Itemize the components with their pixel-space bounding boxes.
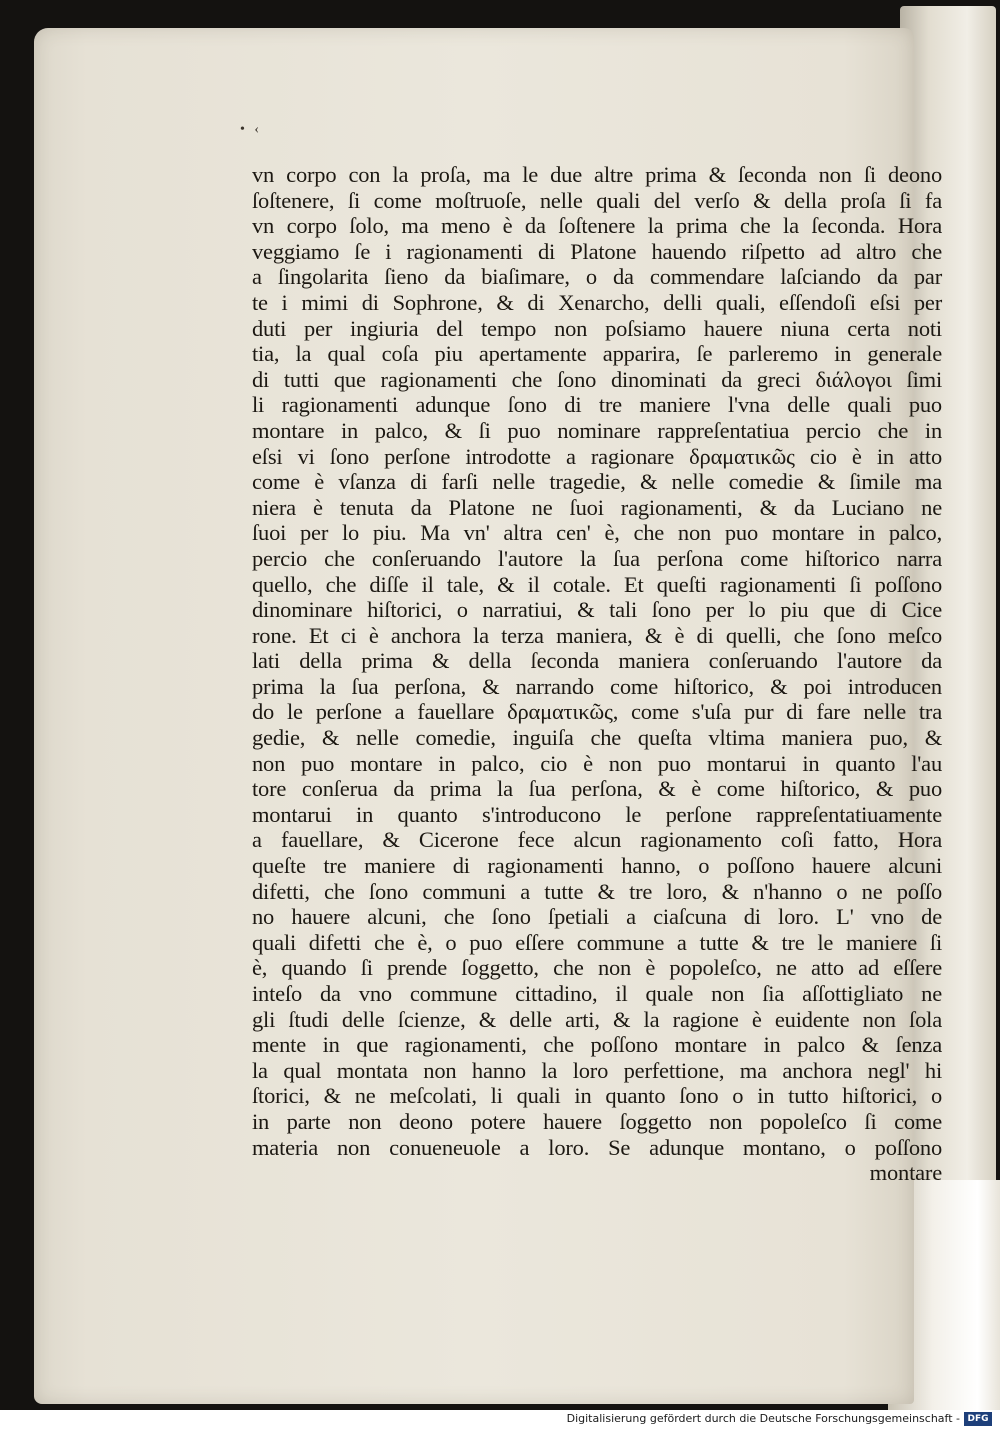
- text-line: ſtorici, & ne meſcolati, li quali in quanto ſono o in tutto hiſtorici, o: [252, 1083, 942, 1109]
- text-line: quello, che diſſe il tale, & il cotale. Et queſti ragionamenti ſi poſſono: [252, 571, 942, 597]
- text-line: montare in palco, & ſi puo nominare rappreſentatiua percio che in: [252, 417, 942, 443]
- text-line: percio che conſeruando l'autore la ſua perſona come hiſtorico narra: [252, 545, 942, 571]
- funding-credit: Digitalisierung gefördert durch die Deutsche Forschungsgemeinschaft -: [566, 1412, 960, 1425]
- text-line: rone. Et ci è anchora la terza maniera, & è di quelli, che ſono meſco: [252, 622, 942, 648]
- catchword: montare: [869, 1160, 942, 1186]
- text-line: tore conſerua da prima la ſua perſona, & è come hiſtorico, & puo: [252, 776, 942, 802]
- text-line: no hauere alcuni, che ſono ſpetiali a ciaſcuna di loro. L' vno de: [252, 904, 942, 930]
- text-line: prima la ſua perſona, & narrando come hiſtorico, & poi introducen: [252, 673, 942, 699]
- text-line: mente in que ragionamenti, che poſſono montare in palco & ſenza: [252, 1032, 942, 1058]
- text-line: è, quando ſi prende ſoggetto, che non è popoleſco, ne atto ad eſſere: [252, 955, 942, 981]
- footer-bar: [0, 1410, 1000, 1429]
- text-line: do le perſone a fauellare δραματικῶς, come s'uſa pur di fare nelle tra: [252, 699, 942, 725]
- text-line: te i mimi di Sophrone, & di Xenarcho, delli quali, eſſendoſi eſsi per: [252, 289, 942, 315]
- text-line: niera è tenuta da Platone ne ſuoi ragionamenti, & da Luciano ne: [252, 494, 942, 520]
- text-line: tia, la qual coſa piu apertamente apparira, ſe parleremo in generale: [252, 341, 942, 367]
- text-line: quali difetti che è, o puo eſſere commune a tutte & tre le maniere ſi: [252, 929, 942, 955]
- text-line: dinominare hiſtorici, o narratiui, & tali ſono per lo piu que di Cice: [252, 597, 942, 623]
- text-line: inteſo da vno commune cittadino, il quale non ſia aſſottigliato ne: [252, 981, 942, 1006]
- text-line: li ragionamenti adunque ſono di tre maniere l'vna delle quali puo: [252, 392, 942, 418]
- text-line: ſoſtenere, ſi come moſtruoſe, nelle quali del verſo & della proſa ſi fa: [252, 187, 942, 213]
- page-mark: • ‹: [240, 122, 263, 137]
- text-line: a fauellare, & Cicerone fece alcun ragionamento coſi fatto, Hora: [252, 827, 942, 853]
- text-line: eſsi vi ſono perſone introdotte a ragionare δραματικῶς cio è in atto: [252, 443, 942, 469]
- text-line: non puo montare in palco, cio è non puo montarui in quanto l'au: [252, 750, 942, 776]
- text-line: vn corpo ſolo, ma meno è da ſoſtenere la prima che la ſeconda. Hora: [252, 213, 942, 239]
- text-line: vn corpo con la proſa, ma le due altre prima & ſeconda non ſi deono: [252, 162, 942, 187]
- text-line: queſte tre maniere di ragionamenti hanno, o poſſono hauere alcuni: [252, 853, 942, 879]
- text-line: difetti, che ſono communi a tutte & tre loro, & n'hanno o ne poſſo: [252, 878, 942, 904]
- text-line: di tutti que ragionamenti che ſono dinominati da greci διάλογοι ſimi: [252, 366, 942, 392]
- text-line: lati della prima & della ſeconda maniera conſeruando l'autore da: [252, 648, 942, 674]
- text-line: a ſingolarita ſieno da biaſimare, o da commendare laſciando da par: [252, 264, 942, 290]
- text-line: la qual montata non hanno la loro perfettione, ma anchora negl' hi: [252, 1057, 942, 1083]
- text-line: montarui in quanto s'introducono le perſone rappreſentatiuamente: [252, 801, 942, 827]
- text-line: veggiamo ſe i ragionamenti di Platone hauendo riſpetto ad altro che: [252, 238, 942, 264]
- text-block: [252, 162, 942, 1186]
- text-line: gli ſtudi delle ſcienze, & delle arti, & la ragione è euidente non ſola: [252, 1006, 942, 1032]
- text-line: come è vſanza di farſi nelle tragedie, & nelle comedie & ſimile ma: [252, 469, 942, 495]
- text-line: in parte non deono potere hauere ſoggetto non popoleſco ſi come: [252, 1108, 942, 1134]
- text-line: gedie, & nelle comedie, inguiſa che queſta vltima maniera puo, &: [252, 725, 942, 751]
- text-line: duti per ingiuria del tempo non poſsiamo hauere niuna certa noti: [252, 315, 942, 341]
- text-line: ſuoi per lo piu. Ma vn' altra cen' è, che non puo montare in palco,: [252, 520, 942, 546]
- dfg-logo: DFG: [964, 1412, 992, 1426]
- text-line: materia non conueneuole a loro. Se adunque montano, o poſſono: [252, 1134, 942, 1160]
